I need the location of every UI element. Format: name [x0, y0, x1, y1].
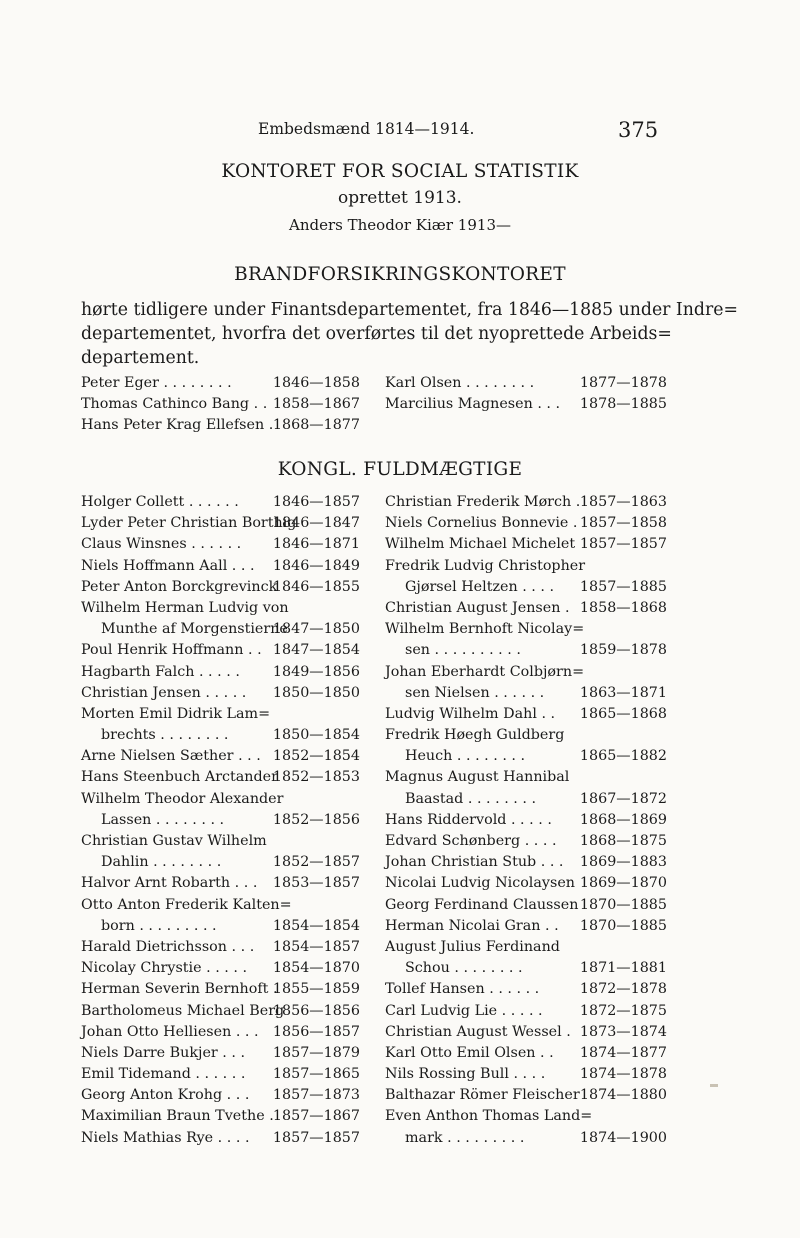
paragraph-line: departement. — [81, 348, 200, 368]
entry-name: Hans Riddervold . . . . . — [385, 811, 552, 828]
list-item — [81, 937, 360, 958]
entry-name: Lyder Peter Christian Borthig — [81, 515, 297, 532]
list-item — [81, 1106, 360, 1127]
entry-years: 1852—1857 — [272, 854, 360, 871]
entry-name: Lassen . . . . . . . . — [101, 811, 225, 828]
list-item — [385, 1106, 667, 1127]
entry-name: Wilhelm Herman Ludvig von — [81, 599, 289, 616]
entry-name: mark . . . . . . . . . — [405, 1129, 525, 1146]
list-item — [385, 640, 667, 661]
list-item — [81, 598, 360, 619]
entry-name: Morten Emil Didrik Lam= — [81, 705, 271, 722]
entry-years: 1857—1857 — [579, 536, 667, 553]
list-item — [81, 683, 360, 704]
entry-years: 1856—1856 — [272, 1002, 360, 1019]
list-item — [81, 831, 360, 852]
entry-name: Poul Henrik Hoffmann . . — [81, 642, 262, 659]
entry-years: 1846—1849 — [272, 557, 360, 574]
entry-name: Johan Otto Helliesen . . . — [81, 1023, 259, 1040]
brand-right-column — [385, 373, 667, 415]
section-title-kongl: KONGL. FULDMÆGTIGE — [277, 459, 523, 480]
list-item — [385, 895, 667, 916]
entry-years: 1857—1879 — [272, 1044, 360, 1061]
entry-years: 1855—1859 — [272, 981, 360, 998]
list-item — [385, 746, 667, 767]
entry-years: 1850—1854 — [272, 727, 360, 744]
running-title: Embedsmænd 1814—1914. — [258, 120, 475, 138]
list-item — [385, 577, 667, 598]
entry-years: 1857—1885 — [579, 578, 667, 595]
entry-name: August Julius Ferdinand — [385, 938, 560, 955]
list-item — [385, 513, 667, 534]
list-item — [81, 725, 360, 746]
kongl-left-column — [81, 492, 360, 1149]
entry-name: Johan Christian Stub . . . — [385, 854, 564, 871]
entry-name: Fredrik Høegh Guldberg — [385, 727, 565, 744]
entry-name: Nicolai Ludvig Nicolaysen — [385, 875, 575, 892]
list-item — [81, 492, 360, 513]
entry-name: Emil Tidemand . . . . . . — [81, 1066, 246, 1083]
entry-name: Marcilius Magnesen . . . — [385, 396, 561, 413]
list-item — [81, 979, 360, 1000]
list-item — [81, 1001, 360, 1022]
list-item — [385, 1085, 667, 1106]
entry-name: brechts . . . . . . . . — [101, 727, 229, 744]
list-item — [385, 852, 667, 873]
list-item — [81, 1043, 360, 1064]
entry-name: Nils Rossing Bull . . . . — [385, 1066, 546, 1083]
entry-name: Herman Nicolai Gran . . — [385, 917, 559, 934]
list-item — [385, 979, 667, 1000]
entry-name: born . . . . . . . . . — [101, 917, 217, 934]
list-item — [81, 394, 360, 415]
list-item — [385, 1043, 667, 1064]
list-item — [385, 704, 667, 725]
list-item — [81, 895, 360, 916]
kontoret-entry: Anders Theodor Kiær 1913— — [289, 216, 511, 234]
list-item — [81, 1128, 360, 1149]
entry-name: Gjørsel Heltzen . . . . — [405, 578, 555, 595]
entry-name: Christian Jensen . . . . . — [81, 684, 247, 701]
entry-name: Georg Ferdinand Claussen — [385, 896, 579, 913]
entry-name: Munthe af Morgenstierne — [101, 621, 288, 638]
list-item — [385, 556, 667, 577]
entry-years: 1858—1868 — [579, 599, 667, 616]
entry-years: 1856—1857 — [272, 1023, 360, 1040]
entry-name: Christian August Wessel . — [385, 1023, 571, 1040]
entry-name: Christian Gustav Wilhelm — [81, 833, 267, 849]
list-item — [385, 725, 667, 746]
entry-name: Edvard Schønberg . . . . — [385, 833, 557, 849]
entry-name: Peter Anton Borckgrevinck — [81, 578, 278, 595]
entry-name: Balthazar Römer Fleischer — [385, 1087, 580, 1104]
list-item — [81, 1022, 360, 1043]
list-item — [385, 1064, 667, 1085]
entry-years: 1878—1885 — [579, 396, 667, 413]
entry-years: 1846—1871 — [272, 536, 360, 553]
entry-name: Claus Winsnes . . . . . . — [81, 536, 242, 553]
list-item — [385, 958, 667, 979]
entry-name: Herman Severin Bernhoft . — [81, 981, 278, 998]
entry-years: 1858—1867 — [272, 396, 360, 413]
entry-name: Hans Steenbuch Arctander — [81, 769, 278, 786]
entry-name: Niels Hoffmann Aall . . . — [81, 557, 255, 574]
entry-years: 1849—1856 — [272, 663, 360, 680]
section-subtitle-kontoret: oprettet 1913. — [338, 188, 462, 208]
list-item — [81, 852, 360, 873]
list-item — [385, 937, 667, 958]
list-item — [81, 373, 360, 394]
entry-years: 1859—1878 — [579, 642, 667, 659]
entry-years: 1874—1877 — [579, 1044, 667, 1061]
entry-name: Arne Nielsen Sæther . . . — [81, 748, 261, 765]
list-item — [81, 513, 360, 534]
list-item — [81, 662, 360, 683]
list-item — [81, 873, 360, 894]
entry-years: 1865—1882 — [579, 748, 667, 765]
entry-years: 1847—1850 — [272, 621, 360, 638]
entry-years: 1870—1885 — [579, 917, 667, 934]
entry-name: sen . . . . . . . . . . — [405, 642, 521, 659]
entry-name: Dahlin . . . . . . . . — [101, 854, 222, 871]
entry-years: 1877—1878 — [579, 375, 667, 391]
entry-name: Niels Cornelius Bonnevie . — [385, 515, 578, 532]
list-item — [81, 534, 360, 555]
entry-years: 1846—1847 — [272, 515, 360, 532]
list-item — [385, 373, 667, 394]
entry-years: 1846—1855 — [272, 578, 360, 595]
entry-name: Magnus August Hannibal — [385, 769, 570, 786]
entry-years: 1874—1878 — [579, 1066, 667, 1083]
entry-name: Schou . . . . . . . . — [405, 960, 523, 977]
entry-name: Wilhelm Theodor Alexander — [81, 790, 284, 807]
entry-years: 1863—1871 — [579, 684, 667, 701]
entry-years: 1854—1870 — [272, 960, 360, 977]
entry-name: Hans Peter Krag Ellefsen . — [81, 417, 274, 434]
list-item — [385, 619, 667, 640]
list-item — [81, 767, 360, 788]
entry-years: 1857—1873 — [272, 1087, 360, 1104]
list-item — [385, 789, 667, 810]
entry-years: 1850—1850 — [272, 684, 360, 701]
entry-name: Christian August Jensen . — [385, 599, 570, 616]
entry-years: 1873—1874 — [579, 1023, 667, 1040]
entry-years: 1868—1875 — [579, 833, 667, 849]
paragraph-line: departementet, hvorfra det overførtes til det nyoprettede Arbeids= — [81, 324, 672, 344]
list-item — [385, 662, 667, 683]
list-item — [81, 746, 360, 767]
entry-name: Christian Frederik Mørch . — [385, 494, 581, 510]
entry-name: Johan Eberhardt Colbjørn= — [385, 663, 585, 680]
page-header — [0, 120, 800, 146]
entry-name: Niels Darre Bukjer . . . — [81, 1044, 246, 1061]
section-title-brand: BRANDFORSIKRINGSKONTORET — [234, 264, 566, 285]
entry-name: Harald Dietrichsson . . . — [81, 938, 255, 955]
entry-years: 1872—1875 — [579, 1002, 667, 1019]
list-item — [81, 619, 360, 640]
entry-years: 1857—1865 — [272, 1066, 360, 1083]
entry-years: 1852—1854 — [272, 748, 360, 765]
entry-years: 1846—1857 — [272, 494, 360, 510]
list-item — [81, 640, 360, 661]
entry-years: 1857—1867 — [272, 1108, 360, 1125]
entry-years: 1853—1857 — [272, 875, 360, 892]
list-item — [81, 577, 360, 598]
entry-years: 1852—1853 — [272, 769, 360, 786]
entry-name: Ludvig Wilhelm Dahl . . — [385, 705, 556, 722]
entry-name: Tollef Hansen . . . . . . — [385, 981, 540, 998]
entry-name: Karl Olsen . . . . . . . . — [385, 375, 535, 391]
entry-name: Maximilian Braun Tvethe . — [81, 1108, 274, 1125]
list-item — [385, 492, 667, 513]
entry-name: Heuch . . . . . . . . — [405, 748, 526, 765]
list-item — [81, 415, 360, 436]
page-blemish — [710, 1084, 718, 1087]
entry-years: 1857—1857 — [272, 1129, 360, 1146]
brand-paragraph — [81, 298, 738, 370]
entry-name: Holger Collett . . . . . . — [81, 494, 239, 510]
section-title-kontoret: KONTORET FOR SOCIAL STATISTIK — [221, 161, 579, 182]
entry-name: Bartholomeus Michael Berg — [81, 1002, 285, 1019]
entry-years: 1874—1880 — [579, 1087, 667, 1104]
list-item — [81, 1085, 360, 1106]
entry-years: 1868—1877 — [272, 417, 360, 434]
page-number: 375 — [618, 118, 659, 142]
entry-name: Karl Otto Emil Olsen . . — [385, 1044, 554, 1061]
entry-years: 1846—1858 — [272, 375, 360, 391]
entry-name: Baastad . . . . . . . . — [405, 790, 537, 807]
entry-name: Hagbarth Falch . . . . . — [81, 663, 240, 680]
list-item — [81, 810, 360, 831]
entry-name: Otto Anton Frederik Kalten= — [81, 896, 292, 913]
list-item — [385, 683, 667, 704]
entry-name: Nicolay Chrystie . . . . . — [81, 960, 248, 977]
entry-name: Halvor Arnt Robarth . . . — [81, 875, 258, 892]
entry-years: 1870—1885 — [579, 896, 667, 913]
paragraph-line: hørte tidligere under Finantsdepartementet, fra 1846—1885 under Indre= — [81, 300, 738, 320]
entry-name: Wilhelm Michael Michelet — [385, 536, 576, 553]
entry-name: Peter Eger . . . . . . . . — [81, 375, 232, 391]
entry-name: sen Nielsen . . . . . . — [405, 684, 545, 701]
list-item — [385, 1128, 667, 1149]
entry-years: 1867—1872 — [579, 790, 667, 807]
list-item — [81, 1064, 360, 1085]
entry-years: 1869—1870 — [579, 875, 667, 892]
entry-years: 1869—1883 — [579, 854, 667, 871]
entry-years: 1868—1869 — [579, 811, 667, 828]
list-item — [81, 958, 360, 979]
list-item — [385, 916, 667, 937]
entry-years: 1874—1900 — [579, 1129, 667, 1146]
entry-name: Wilhelm Bernhoft Nicolay= — [385, 621, 585, 638]
entry-name: Thomas Cathinco Bang . . — [81, 396, 268, 413]
entry-years: 1871—1881 — [579, 960, 667, 977]
list-item — [385, 810, 667, 831]
entry-name: Niels Mathias Rye . . . . — [81, 1129, 250, 1146]
entry-years: 1854—1854 — [272, 917, 360, 934]
list-item — [385, 831, 667, 852]
entry-name: Fredrik Ludvig Christopher — [385, 557, 586, 574]
entry-years: 1872—1878 — [579, 981, 667, 998]
entry-years: 1852—1856 — [272, 811, 360, 828]
entry-name: Even Anthon Thomas Land= — [385, 1108, 593, 1125]
brand-left-column — [81, 373, 360, 437]
list-item — [385, 1022, 667, 1043]
list-item — [385, 598, 667, 619]
kongl-right-column — [385, 492, 667, 1149]
entry-years: 1854—1857 — [272, 938, 360, 955]
list-item — [385, 394, 667, 415]
list-item — [385, 873, 667, 894]
entry-name: Carl Ludvig Lie . . . . . — [385, 1002, 543, 1019]
list-item — [385, 534, 667, 555]
entry-name: Georg Anton Krohg . . . — [81, 1087, 250, 1104]
list-item — [385, 1001, 667, 1022]
entry-years: 1857—1858 — [579, 515, 667, 532]
entry-years: 1865—1868 — [579, 705, 667, 722]
list-item — [81, 789, 360, 810]
entry-years: 1847—1854 — [272, 642, 360, 659]
list-item — [385, 767, 667, 788]
list-item — [81, 556, 360, 577]
list-item — [81, 916, 360, 937]
entry-years: 1857—1863 — [579, 494, 667, 510]
list-item — [81, 704, 360, 725]
